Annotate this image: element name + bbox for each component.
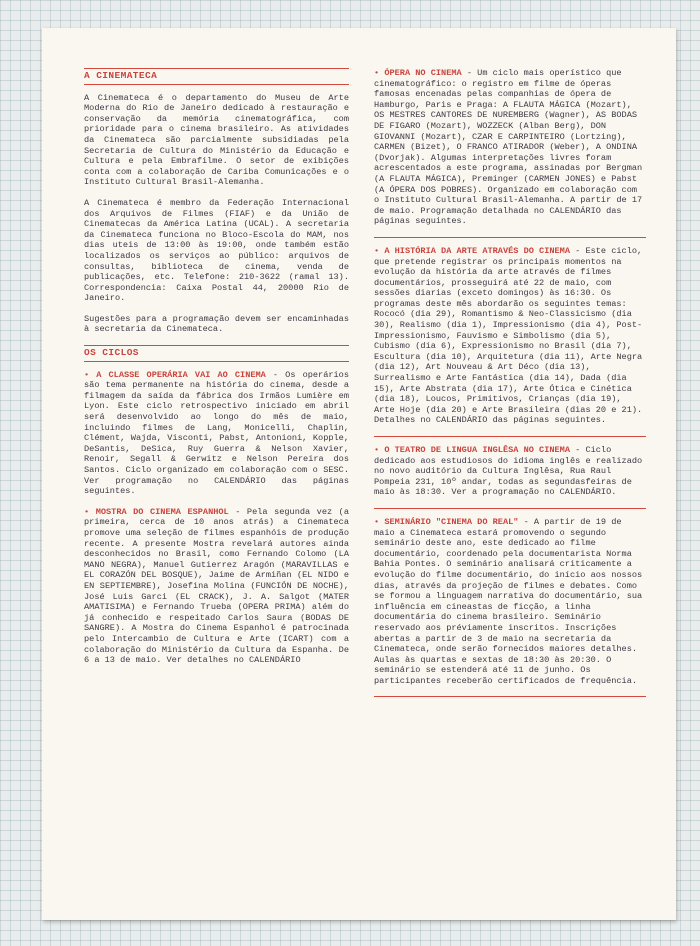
section-rule [374, 696, 646, 697]
bullet-icon: • [374, 245, 385, 256]
cycle-title: O TEATRO DE LINGUA INGLÊSA NO CINEMA [384, 445, 570, 455]
bullet-icon: • [374, 445, 385, 455]
cycle-text: - A partir de 19 de maio a Cinemateca estará promovendo o segundo seminário deste ano, este dedicado ao filme documentário, coordenado pela documentarista Norma Bahia Pontes. O seminário analisará criticamente a evolução do filme documentário, do início aos nossos dias, através da projeção de filmes e debates. Como se formou a linguagem narrativa do documentário, sua influência em cineastas de ficção, a linha documentária do cinema brasileiro. Seminário reservado aos préviamente inscritos. Inscrições abertas a partir de 3 de maio na secretaria da Cinemateca, onde serão fornecidos maiores detalhes. Aulas às quartas e sextas de 18:30 às 20:30. O seminário se estenderá até 11 de junho. Os participantes receberão certificados de frequência. [374, 516, 643, 686]
cycle-text: - Este ciclo, que pretende registrar os principais momentos na evolução da história da arte através de filmes documentários, prosseguirá até 22 de maio, com sessões diarias (exceto domingos) às 16:30. Os programas deste mês abordarão os seguintes temas: Rococó (dia 29), Romantismo & Neo-Classicismo (dia 30), Realismo (dia 1), Impressionismo (dia 4), Post-Impressionismo, Fauvismo e Simbolismo (dia 5), Cubismo (dia 6), Expressionismo no Brasil (dia 7), Escultura (dia 10), Arquitetura (dia 11), Arte Negra (dia 12), Art Nouveau & Art Déco (dia 13), Surrealismo e Arte Fantástica (dia 14), Dada (dia 15), Arte Abstrata (dia 17), Arte Ótica e Cinética (dia 18), Loucos, Primitivos, Crianças (dia 19), Arte Hoje (dia 20) e Arte Brasileira (dias 20 e 21). Detalhes no CALENDÁRIO das páginas seguintes. [374, 245, 643, 426]
cycle-text: - Os operários são tema permanente na história do cinema, desde a filmagem da saída da fábrica dos Irmãos Lumière em Lyon. Este ciclo retrospectivo iniciado em abril será desenvolvido ao longo do mês de maio, incluindo filmes de Lang, Monicelli, Chaplin, Clément, Wajda, Visconti, Pabst, Antonioni, Kopple, DeSantis, DeSica, Ruy Guerra & Nelson Xavier, Renoir, Segall & Gerwitz e Nelson Pereira dos Santos. Ciclo organizado em colaboração com o SESC. Ver programação no CALENDÁRIO das páginas seguintes. [84, 369, 349, 497]
paragraph-membership: A Cinemateca é membro da Federação Internacional dos Arquivos de Filmes (FIAF) e da União de Cinematecas da América Latina (UCAL). A secretaria da Cinemateca funciona no Bloco-Escola do MAM, nos dias uteis de 13:00 às 19:00, onde também estão localizados os serviços ao público: arquivos de consultas, biblioteca de cinema, venda de publicações, etc. Telefone: 210-3622 (ramal 13). Correspondencia: Caixa Postal 44, 20000 Rio de Janeiro. [84, 197, 349, 304]
cycle-title: SEMINÁRIO "CINEMA DO REAL" [384, 516, 519, 527]
cycle-teatro-ingles [374, 445, 646, 498]
cycle-classe-operaria [84, 370, 349, 497]
cycle-seminario [374, 517, 646, 687]
left-column [84, 68, 349, 676]
cycle-title: A HISTÓRIA DA ARTE ATRAVÉS DO CINEMA [384, 245, 570, 256]
cycle-title: MOSTRA DO CINEMA ESPANHOL [95, 506, 229, 517]
page-sheet [42, 28, 676, 920]
right-column [374, 68, 646, 697]
cycle-text: - Ciclo dedicado aos estudiosos do idioma inglês e realizado no novo auditório da Cultura Inglêsa, Rua Raul Pompeia 231, 10º andar, todas as segundasfeiras de maio às 18:30. Ver a programação no CALENDÁRIO. [374, 445, 643, 498]
bullet-icon: • [84, 506, 96, 517]
cycle-text: - Um ciclo mais operístico que cinematográfico: o registro em filme de óperas famosas encenadas pelas companhias de ópera de Hamburgo, Paris e Praga: A FLAUTA MÁGICA (Mozart), OS MESTRES CANTORES DE NUREMBERG (Wagner), AS BODAS DE FIGARO (Mozart), WOZZECK (Alban Berg), DON GIOVANNI (Mozart), CZAR E CARPINTEIRO (Lortzing), CARMEN (Bizet), O FRANCO ATIRADOR (Weber), A ONDINA (Dvorjak). Algumas interpretações livres foram acrescentados a este programa, assinadas por Bergman (A FLAUTA MÁGICA), Preminger (CARMEN JONES) e Pabst (A ÓPERA DOS POBRES). Organizado em colaboração com o Instituto Cultural Brasil-Alemanha. A partir de 17 de maio. Programação detalhada no CALENDÁRIO das páginas seguintes. [374, 68, 643, 227]
bullet-icon: • [84, 369, 97, 380]
paragraph-about: A Cinemateca é o departamento do Museu de Arte Moderna do Rio de Janeiro dedicado à restauração e conservação da memória cinematográfica, com prioridade para o cinema brasileiro. As atividades da Cinemateca são parcialmente subsidiadas pela Secretaria de Cultura do Ministério da Educação e Cultura e pela Embrafilme. O setor de exibições conta com a colaboração de Cariba Comunicações e o Instituto Cultural Brasil-Alemanha. [84, 92, 349, 188]
bullet-icon: • [374, 516, 385, 527]
cycle-cinema-espanhol [84, 507, 349, 666]
cycle-opera [374, 68, 646, 227]
cycle-text: - Pela segunda vez (a primeira, cerca de 10 anos atrás) a Cinemateca promove uma seleção de filmes espanhóis de produção recente. A presente Mostra revelará autores ainda desconhecidos no Brasil, como Fernando Colomo (LA MANO NEGRA), Manuel Gutierrez Aragón (MARAVILLAS e EL CORAZÓN DEL BOSQUE), Jaime de Armiñan (EL NIDO e EN SEPTIEMBRE), Josefina Molina (FUNCIÓN DE NOCHE), José Luis Garci (EL CRACK), J. A. Salgot (MATER AMATISIMA) e Fernando Trueba (OPERA PRIMA) além do já conhecido e respeitado Carlos Saura (BODAS DE SANGRE). A Mostra do Cinema Espanhol é patrocinada pelo Intercambio de Cultura e Arte (ICART) com a colaboração do Ministério da Cultura da Espanha. De 6 a 13 de maio. Ver detalhes no CALENDÁRIO [84, 506, 349, 666]
section-heading-cinemateca: A CINEMATECA [84, 70, 158, 81]
cycle-title: ÓPERA NO CINEMA [384, 68, 462, 78]
bullet-icon: • [374, 68, 385, 78]
paragraph-suggestions: Sugestões para a programação devem ser encaminhadas à secretaria da Cinemateca. [84, 313, 349, 335]
section-heading-ciclos: OS CICLOS [84, 347, 139, 359]
cycle-historia-arte [374, 246, 646, 426]
cycle-title: A CLASSE OPERÁRIA VAI AO CINEMA [96, 369, 266, 380]
